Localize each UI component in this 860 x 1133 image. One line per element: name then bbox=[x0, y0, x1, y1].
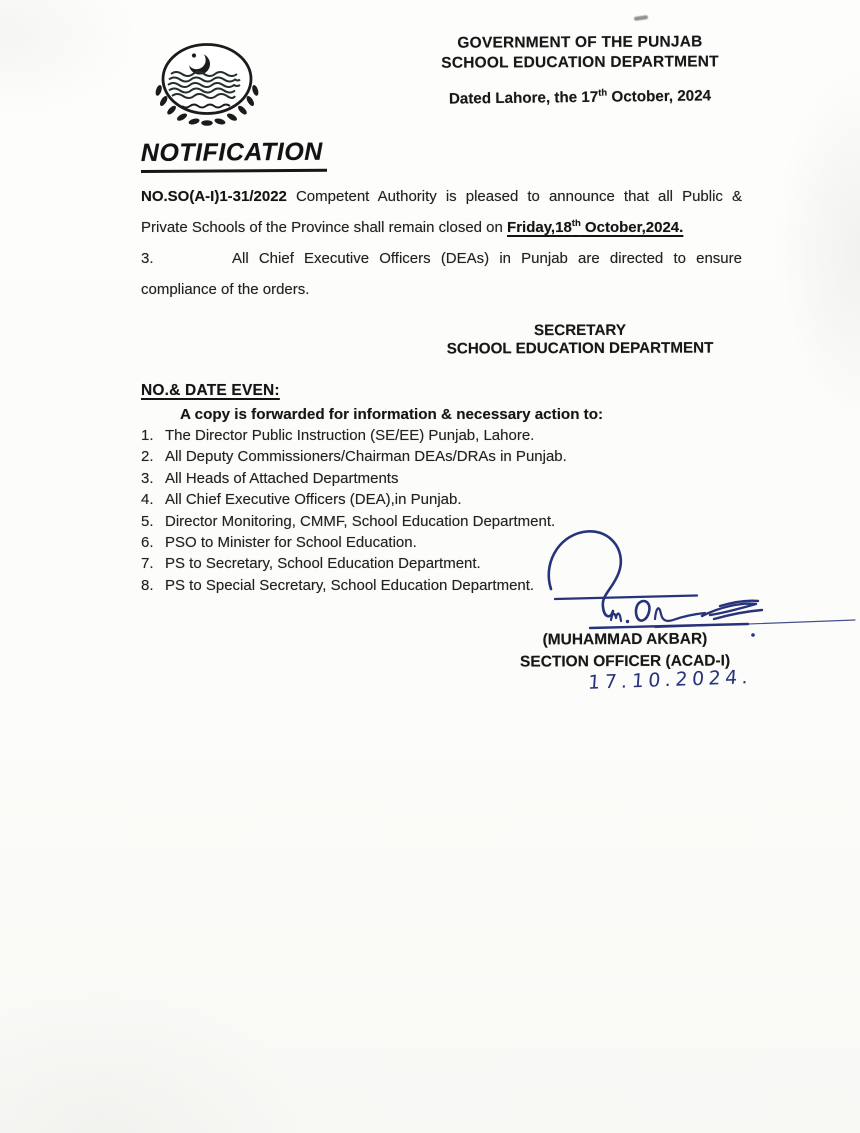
signature-underline-thin bbox=[655, 620, 855, 628]
dateline-rest: October, 2024 bbox=[607, 87, 712, 106]
signatory-title: SECRETARY bbox=[533, 321, 626, 340]
item-number: 6. bbox=[141, 533, 154, 551]
list-item bbox=[141, 491, 701, 512]
signature-dot bbox=[626, 620, 629, 623]
closure-date-day: Friday,18 bbox=[507, 219, 572, 236]
page-title: NOTIFICATION bbox=[141, 138, 327, 173]
forwarding-line: A copy is forwarded for information & necessary action to: bbox=[180, 406, 604, 423]
item-number: 3. bbox=[141, 469, 154, 487]
item-number: 5. bbox=[141, 512, 154, 530]
closure-date bbox=[507, 219, 683, 236]
department-title: SCHOOL EDUCATION DEPARTMENT bbox=[441, 52, 719, 72]
item-text: Director Monitoring, CMMF, School Education Department. bbox=[165, 512, 556, 530]
list-item bbox=[141, 427, 701, 448]
signature-flourish bbox=[702, 601, 762, 619]
dateline-ordinal: th bbox=[598, 87, 608, 99]
dateline bbox=[405, 87, 755, 108]
item-text: The Director Public Instruction (SE/EE) Punjab, Lahore. bbox=[165, 427, 535, 444]
government-title: GOVERNMENT OF THE PUNJAB bbox=[457, 33, 703, 52]
dateline-text: Dated Lahore, the 17 bbox=[448, 88, 599, 108]
signature-h-tail bbox=[655, 608, 705, 621]
compliance-paragraph bbox=[141, 243, 742, 305]
closure-date-ordinal: th bbox=[571, 218, 581, 229]
item-text: All Heads of Attached Departments bbox=[165, 469, 399, 487]
item-text: PSO to Minister for School Education. bbox=[165, 533, 417, 551]
item-number: 7. bbox=[141, 555, 154, 573]
signatory-block bbox=[430, 321, 730, 358]
notification-body-paragraph bbox=[141, 181, 742, 243]
punjab-government-logo-icon bbox=[144, 32, 262, 132]
officer-designation: SECTION OFFICER (ACAD-I) bbox=[519, 652, 731, 671]
body-text: Competent Authority is pleased to announce that all Public & Private Schools of the Province shall remain closed on bbox=[141, 188, 742, 236]
item-text: PS to Secretary, School Education Department. bbox=[165, 555, 481, 573]
item-number: 8. bbox=[141, 576, 154, 594]
item-number: 4. bbox=[141, 491, 154, 509]
closure-date-rest: October,2024. bbox=[580, 219, 684, 236]
reference-number: NO.SO(A-I)1-31/2022 bbox=[141, 188, 287, 205]
officer-name: (MUHAMMAD AKBAR) bbox=[542, 630, 708, 649]
handwritten-signature bbox=[505, 515, 860, 645]
list-item bbox=[141, 448, 701, 469]
compliance-text: All Chief Executive Officers (DEAs) in Punjab are directed to ensure compliance of the orders. bbox=[141, 250, 742, 298]
item-number: 2. bbox=[141, 448, 154, 466]
signature-baseline-stroke bbox=[555, 596, 697, 600]
signatory-department: SCHOOL EDUCATION DEPARTMENT bbox=[446, 339, 714, 358]
item-text: All Deputy Commissioners/Chairman DEAs/DRAs in Punjab. bbox=[165, 448, 567, 466]
handwritten-date: 17.10.2024. bbox=[587, 666, 754, 694]
item-text: All Chief Executive Officers (DEA),in Punjab. bbox=[165, 491, 462, 509]
item-number: 1. bbox=[141, 427, 154, 444]
scan-smudge bbox=[634, 15, 648, 21]
signature-m bbox=[611, 614, 621, 622]
item-text: PS to Special Secretary, School Education Department. bbox=[165, 576, 535, 594]
signature-loop bbox=[549, 531, 621, 616]
list-item bbox=[141, 470, 701, 491]
header-org-block bbox=[405, 32, 755, 73]
distribution-heading: NO.& DATE EVEN: bbox=[141, 382, 280, 399]
paragraph-number: 3. bbox=[141, 250, 154, 267]
signature-o bbox=[636, 601, 649, 621]
emblem-ring bbox=[163, 45, 251, 114]
